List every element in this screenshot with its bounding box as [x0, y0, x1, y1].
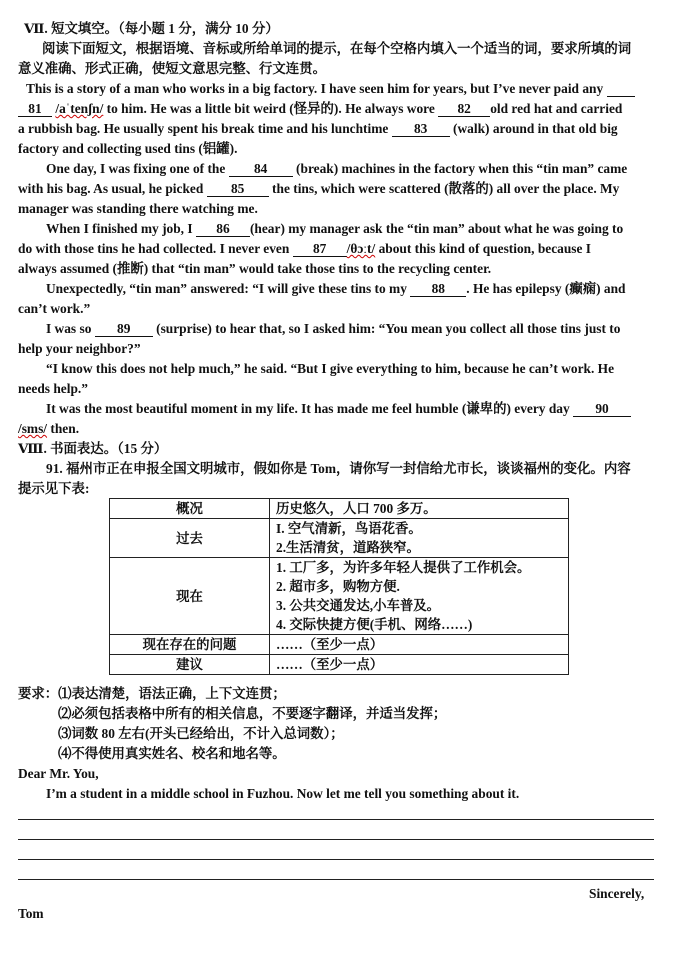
passage-line: needs help.”	[18, 381, 88, 396]
phonetic-hint-81: /aˈtenʃn/	[55, 101, 104, 116]
section-7-instructions-cont: 意义准确、形式正确，使短文意思完整、行文连贯。	[18, 61, 326, 76]
passage-text: This is a story of a man who works in a big factory. I have seen him for years, but I’ve never paid any	[26, 81, 604, 96]
table-value-line: 2. 超市多，购物方便.	[276, 579, 400, 594]
passage-text: do with those tins he had collected. I never even	[18, 241, 290, 256]
passage-line	[46, 159, 668, 179]
passage-line: factory and collecting used tins (铝罐).	[18, 141, 238, 156]
table-key: 现在存在的问题	[110, 635, 270, 655]
passage-text: When I finished my job, I	[46, 221, 193, 236]
prompt-table	[109, 498, 569, 675]
passage-text: with his bag. As usual, he picked	[18, 181, 204, 196]
passage-text: (surprise) to hear that, so I asked him: “You mean you collect all those tins just to	[156, 321, 621, 336]
table-value-line: I. 空气清新，鸟语花香。	[276, 521, 422, 536]
passage-text: (break) machines in the factory when this “tin man” came	[296, 161, 628, 176]
passage-line: always assumed (推断) that “tin man” would take those tins to the recycling center.	[18, 261, 492, 276]
passage-text: I was so	[46, 321, 92, 336]
blank-90[interactable]: 90	[573, 401, 631, 417]
table-key: 建议	[110, 655, 270, 675]
passage-line: can’t work.”	[18, 301, 91, 316]
table-value	[270, 558, 569, 635]
blank-88[interactable]: 88	[410, 281, 466, 297]
table-key: 现在	[110, 558, 270, 635]
requirement-1: 要求：⑴表达清楚，语法正确，上下文连贯；	[18, 686, 286, 701]
passage-line	[26, 79, 676, 99]
passage-line	[18, 99, 668, 119]
passage-text: then.	[50, 421, 80, 436]
passage-text: . He has epilepsy (癫痫) and	[466, 281, 626, 296]
blank-83[interactable]: 83	[392, 121, 450, 137]
question-91: 91. 福州市正在申报全国文明城市，假如你是 Tom，请你写一封信给尤市长，谈谈福州的变化。内容	[46, 461, 631, 476]
blank-81-underline	[607, 81, 635, 97]
passage-line: “I know this does not help much,” he said. “But I give everything to him, because he can’t work. He	[46, 361, 615, 376]
table-row	[110, 499, 569, 519]
table-row	[110, 635, 569, 655]
blank-89[interactable]: 89	[95, 321, 153, 337]
letter-greeting: Dear Mr. You,	[18, 766, 99, 781]
requirement-3: ⑶词数 80 左右(开头已经给出，不计入总词数）；	[58, 726, 344, 741]
passage-text: One day, I was fixing one of the	[46, 161, 226, 176]
table-value	[270, 519, 569, 558]
writing-line[interactable]	[18, 839, 654, 840]
blank-86[interactable]: 86	[196, 221, 250, 237]
table-key: 过去	[110, 519, 270, 558]
table-value: ……（至少一点）	[270, 635, 569, 655]
passage-line	[18, 239, 668, 259]
table-row	[110, 655, 569, 675]
table-value-line: 3. 公共交通发达,小车普及。	[276, 598, 441, 613]
passage-text: (hear) my manager ask the “tin man” about what he was going to	[249, 221, 624, 236]
table-value-line: 1. 工厂多，为许多年轻人提供了工作机会。	[276, 560, 531, 575]
passage-text: (walk) around in that old big	[453, 121, 618, 136]
table-value: ……（至少一点）	[270, 655, 569, 675]
passage-text: about this kind of question, because I	[378, 241, 592, 256]
passage-line	[46, 319, 668, 339]
blank-81[interactable]: 81	[18, 101, 52, 117]
table-value-line: 2.生活清贫，道路狭窄。	[276, 540, 420, 555]
passage-text: Unexpectedly, “tin man” answered: “I will give these tins to my	[46, 281, 407, 296]
table-row	[110, 519, 569, 558]
letter-closing: Sincerely,	[589, 886, 645, 901]
blank-84[interactable]: 84	[229, 161, 293, 177]
writing-line[interactable]	[18, 879, 654, 880]
requirement-2: ⑵必须包括表格中所有的相关信息，不要逐字翻译，并适当发挥；	[58, 706, 447, 721]
passage-line	[18, 119, 668, 139]
passage-line	[46, 279, 668, 299]
passage-text: to him. He was a little bit weird (怪异的). He always wore	[106, 101, 435, 116]
section-7-title: Ⅶ. 短文填空。（每小题 1 分，满分 10 分）	[24, 21, 279, 36]
passage-line	[18, 179, 668, 199]
letter-opening: I’m a student in a middle school in Fuzhou. Now let me tell you something about it.	[46, 786, 520, 801]
table-key: 概况	[110, 499, 270, 519]
passage-text: It was the most beautiful moment in my life. It has made me feel humble (谦卑的) every day	[46, 401, 570, 416]
passage-text: a rubbish bag. He usually spent his break time and his lunchtime	[18, 121, 389, 136]
passage-line	[18, 419, 668, 439]
blank-85[interactable]: 85	[207, 181, 269, 197]
phonetic-hint-87: /θɔːt/	[346, 241, 376, 256]
section-8-title: Ⅷ. 书面表达。（15 分）	[18, 441, 168, 456]
question-91-cont: 提示见下表:	[18, 481, 90, 496]
passage-line: manager was standing there watching me.	[18, 201, 258, 216]
passage-line	[46, 399, 668, 419]
writing-line[interactable]	[18, 819, 654, 820]
letter-signature: Tom	[18, 906, 44, 921]
passage-line	[46, 219, 668, 239]
blank-87[interactable]: 87	[293, 241, 347, 257]
requirement-4: ⑷不得使用真实姓名、校名和地名等。	[58, 746, 286, 761]
writing-line[interactable]	[18, 859, 654, 860]
section-7-instructions: 阅读下面短文，根据语境、音标或所给单词的提示，在每个空格内填入一个适当的词，要求所填的词	[42, 41, 632, 56]
table-value-line: 4. 交际快捷方便(手机、网络……)	[276, 617, 473, 632]
table-value: 历史悠久，人口 700 多万。	[270, 499, 569, 519]
passage-line: help your neighbor?”	[18, 341, 141, 356]
blank-82[interactable]: 82	[438, 101, 490, 117]
phonetic-hint-90: /sms/	[18, 421, 48, 436]
passage-text: the tins, which were scattered (散落的) all over the place. My	[272, 181, 620, 196]
passage-text: old red hat and carried	[490, 101, 623, 116]
table-row	[110, 558, 569, 635]
